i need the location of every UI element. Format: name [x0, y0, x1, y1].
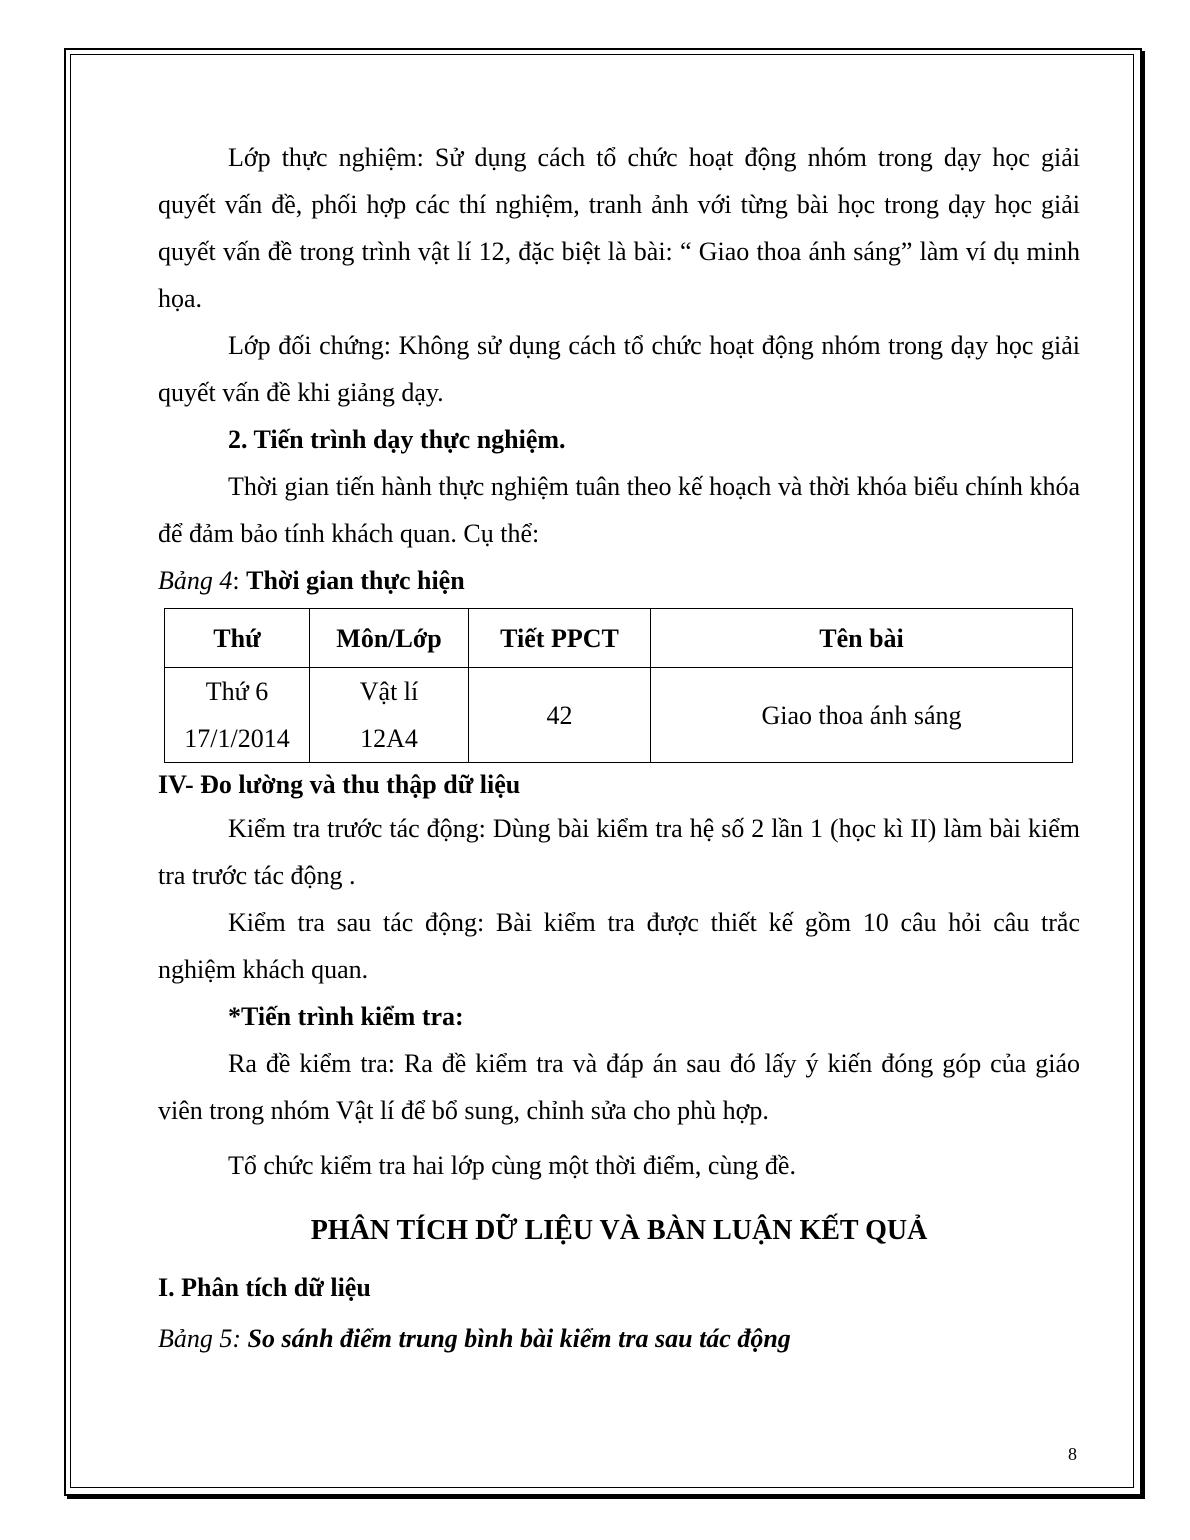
paragraph-post-test: Kiểm tra sau tác động: Bài kiểm tra được thiết kế gồm 10 câu hỏi câu trắc nghiệm khách quan. — [158, 908, 1080, 984]
table4-caption-sep: : — [232, 566, 247, 595]
section-heading-measurement: IV- Đo lường và thu thập dữ liệu — [158, 770, 521, 799]
table-header-row — [165, 609, 1073, 668]
table-header-cell: Môn/Lớp — [310, 609, 469, 668]
table5-caption — [158, 1315, 1080, 1362]
subject-label: Vật lí — [359, 677, 419, 706]
class-label: 12A4 — [360, 724, 418, 753]
document-body — [158, 134, 1080, 1362]
paragraph-pre-test: Kiểm tra trước tác động: Dùng bài kiểm tra hệ số 2 lần 1 (học kì II) làm bài kiểm tra trước tác động . — [158, 814, 1080, 890]
table5-caption-title: So sánh điểm trung bình bài kiểm tra sau tác động — [247, 1324, 791, 1353]
page-number: 8 — [1068, 1444, 1077, 1464]
table-cell-day — [165, 668, 310, 763]
table-row — [165, 668, 1073, 763]
section-heading-process: 2. Tiến trình dạy thực nghiệm. — [228, 425, 566, 454]
paragraph-time-plan: Thời gian tiến hành thực nghiệm tuân theo kế hoạch và thời khóa biểu chính khóa để đảm bảo tính khách quan. Cụ thể: — [158, 472, 1080, 548]
paragraph-experimental-class: Lớp thực nghiệm: Sử dụng cách tổ chức hoạt động nhóm trong dạy học giải quyết vấn đề, phối hợp các thí nghiệm, tranh ảnh với từng bài học trong dạy học giải quyết vấn đề trong trình vật lí 12, đặc biệt là bài: “ Giao thoa ánh sáng” làm ví dụ minh họa. — [158, 143, 1080, 313]
table-header-cell: Tên bài — [651, 609, 1073, 668]
day-label: Thứ 6 — [205, 677, 269, 706]
date-label: 17/1/2014 — [184, 724, 290, 753]
table-cell-period: 42 — [469, 668, 651, 763]
table-cell-lesson: Giao thoa ánh sáng — [651, 668, 1073, 763]
section-heading-analysis: I. Phân tích dữ liệu — [158, 1273, 371, 1302]
schedule-table — [164, 608, 1073, 763]
section-heading-test-process: *Tiến trình kiểm tra: — [228, 1002, 464, 1031]
table-header-cell: Tiết PPCT — [469, 609, 651, 668]
table5-caption-label: Bảng 5: — [158, 1324, 248, 1353]
table4-caption-title: Thời gian thực hiện — [246, 566, 465, 595]
table-cell-subject-class — [310, 668, 469, 763]
table-header-cell: Thứ — [165, 609, 310, 668]
table4-caption-label: Bảng 4 — [158, 566, 233, 595]
paragraph-test-organization: Tổ chức kiểm tra hai lớp cùng một thời điểm, cùng đề. — [228, 1151, 796, 1180]
paragraph-control-class: Lớp đối chứng: Không sử dụng cách tổ chức hoạt động nhóm trong dạy học giải quyết vấn đề khi giảng dạy. — [158, 331, 1080, 407]
chapter-heading: PHÂN TÍCH DỮ LIỆU VÀ BÀN LUẬN KẾT QUẢ — [310, 1215, 928, 1246]
paragraph-test-design: Ra đề kiểm tra: Ra đề kiểm tra và đáp án sau đó lấy ý kiến đóng góp của giáo viên trong nhóm Vật lí để bổ sung, chỉnh sửa cho phù hợp. — [158, 1049, 1080, 1125]
table4-caption — [158, 557, 1080, 604]
